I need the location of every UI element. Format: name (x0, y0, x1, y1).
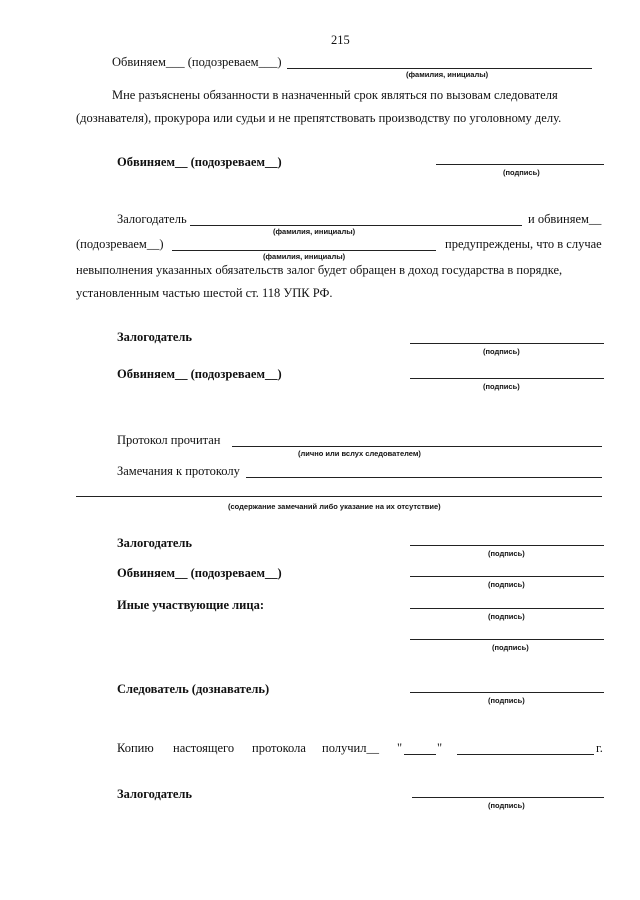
other-participants-label: Иные участвующие лица: (117, 598, 264, 612)
copy-word: Копию (117, 741, 154, 755)
accused-signature-line[interactable] (436, 164, 604, 165)
other-participant-signature-line[interactable] (410, 639, 604, 640)
protocol-read-caption: (лично или вслух следователем) (298, 449, 421, 458)
protocol-read-label: Протокол прочитан (117, 433, 221, 447)
accused-signature-label: Обвиняем__ (подозреваем__) (117, 155, 282, 169)
signature-caption: (подпись) (488, 612, 525, 621)
pledgor-fio-line[interactable] (190, 225, 522, 226)
pledgor-signature-line[interactable] (410, 545, 604, 546)
open-quote: " (397, 741, 403, 755)
signature-caption: (подпись) (483, 347, 520, 356)
signature-caption: (подпись) (488, 580, 525, 589)
obligation-line-2: установленным частью шестой ст. 118 УПК РФ. (76, 286, 333, 300)
pledgor-signature-label: Залогодатель (117, 330, 193, 344)
other-participant-signature-line[interactable] (410, 608, 604, 609)
pledgor-signature-line[interactable] (410, 343, 604, 344)
year-suffix: г. (596, 741, 603, 755)
signature-caption: (подпись) (492, 643, 529, 652)
remarks-caption: (содержание замечаний либо указание на их отсутствие) (228, 502, 441, 511)
month-line[interactable] (457, 754, 594, 755)
remarks-label: Замечания к протоколу (117, 464, 240, 478)
signature-caption: (подпись) (503, 168, 540, 177)
signature-caption: (подпись) (488, 696, 525, 705)
investigator-signature-line[interactable] (410, 692, 604, 693)
obligation-line-1: невыполнения указанных обязательств залог будет обращен в доход государства в порядке, (76, 263, 563, 277)
accused-signature-label: Обвиняем__ (подозреваем__) (117, 566, 282, 580)
accused-fio-line[interactable] (287, 68, 592, 69)
accused-signature-line[interactable] (410, 576, 604, 577)
pledgor-signature-label: Залогодатель (117, 787, 193, 801)
accused-fio-label: Обвиняем___ (подозреваем___) (112, 55, 282, 69)
warned-text: предупреждены, что в случае (445, 237, 602, 251)
copy-received-word: получил__ (322, 741, 379, 755)
copy-word: протокола (252, 741, 306, 755)
and-accused-text: и обвиняем__ (528, 212, 602, 226)
accused-fio-line-2[interactable] (172, 250, 436, 251)
remarks-line[interactable] (246, 477, 602, 478)
duties-line-2: (дознавателя), прокурора или судьи и не препятствовать производству по уголовному делу. (76, 111, 562, 125)
page-number: 215 (331, 33, 350, 47)
accused-signature-label: Обвиняем__ (подозреваем__) (117, 367, 282, 381)
accused-fio-caption: (фамилия, инициалы) (406, 70, 489, 79)
signature-caption: (подпись) (488, 801, 525, 810)
signature-caption: (подпись) (483, 382, 520, 391)
duties-line-1: Мне разъяснены обязанности в назначенный срок являться по вызовам следователя (112, 88, 558, 102)
accused-signature-line[interactable] (410, 378, 604, 379)
signature-caption: (подпись) (488, 549, 525, 558)
investigator-label: Следователь (дознаватель) (117, 682, 270, 696)
close-quote: " (437, 741, 443, 755)
pledgor-signature-label: Залогодатель (117, 536, 193, 550)
protocol-read-line[interactable] (232, 446, 602, 447)
copy-word: настоящего (173, 741, 235, 755)
accused-fio-caption-2: (фамилия, инициалы) (263, 252, 346, 261)
suspect-text: (подозреваем__) (76, 237, 164, 251)
pledgor-label: Залогодатель (117, 212, 187, 226)
pledgor-signature-line[interactable] (412, 797, 604, 798)
day-line[interactable] (404, 754, 436, 755)
remarks-line-2[interactable] (76, 496, 602, 497)
pledgor-fio-caption: (фамилия, инициалы) (273, 227, 356, 236)
